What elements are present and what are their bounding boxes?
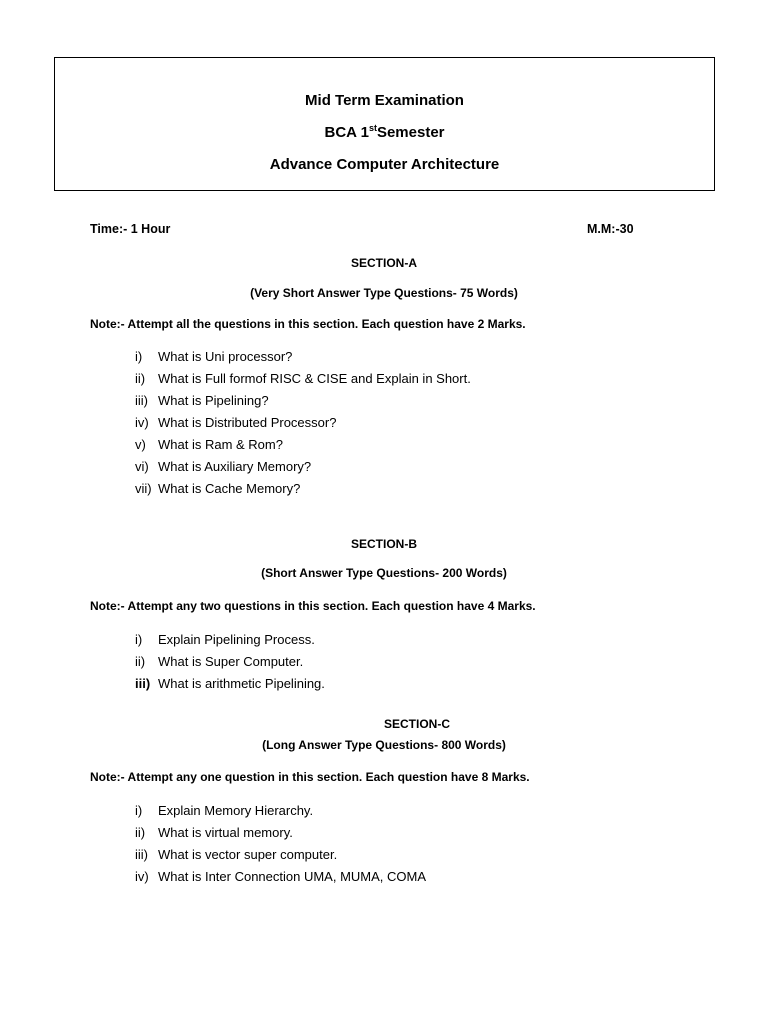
subject-title: Advance Computer Architecture xyxy=(269,156,500,173)
question-item xyxy=(135,434,471,456)
question-item xyxy=(135,651,325,673)
question-number: ii) xyxy=(135,825,146,840)
question-number: vii) xyxy=(135,481,152,496)
course-name: BCA 1 xyxy=(324,124,369,141)
question-item xyxy=(135,866,426,888)
question-text: What is Full formof RISC & CISE and Explain in Short. xyxy=(158,371,471,386)
question-text: What is Uni processor? xyxy=(158,349,293,364)
section-a-note: Note:- Attempt all the questions in this section. Each question have 2 Marks. xyxy=(90,317,526,331)
question-item xyxy=(135,456,471,478)
question-item xyxy=(135,800,426,822)
question-number: iii) xyxy=(135,676,151,691)
section-c-title: SECTION-C xyxy=(384,717,450,731)
question-item xyxy=(135,478,471,500)
section-a-title: SECTION-A xyxy=(351,256,417,270)
section-c-note: Note:- Attempt any one question in this section. Each question have 8 Marks. xyxy=(90,770,530,784)
question-item xyxy=(135,390,471,412)
question-number: vi) xyxy=(135,459,149,474)
question-number: i) xyxy=(135,632,143,647)
exam-title: Mid Term Examination xyxy=(305,92,464,109)
question-item xyxy=(135,346,471,368)
section-b-title: SECTION-B xyxy=(351,537,417,551)
question-text: What is Ram & Rom? xyxy=(158,437,283,452)
question-text: What is vector super computer. xyxy=(158,847,338,862)
question-number: iii) xyxy=(135,847,148,862)
question-text: Explain Pipelining Process. xyxy=(158,632,315,647)
title-box xyxy=(54,57,715,191)
question-item xyxy=(135,673,325,695)
section-b-questions xyxy=(135,629,325,695)
section-c-questions xyxy=(135,800,426,888)
question-number: iv) xyxy=(135,869,149,884)
max-marks-label: M.M:-30 xyxy=(587,222,634,236)
question-number: iv) xyxy=(135,415,149,430)
question-text: What is arithmetic Pipelining. xyxy=(158,676,325,691)
question-text: What is Cache Memory? xyxy=(158,481,301,496)
question-item xyxy=(135,412,471,434)
section-b-subtitle: (Short Answer Type Questions- 200 Words) xyxy=(261,566,507,580)
section-b-note: Note:- Attempt any two questions in this section. Each question have 4 Marks. xyxy=(90,599,536,613)
question-number: iii) xyxy=(135,393,148,408)
question-text: What is Auxiliary Memory? xyxy=(158,459,312,474)
semester-label: Semester xyxy=(376,124,445,141)
question-item xyxy=(135,822,426,844)
question-item xyxy=(135,844,426,866)
question-text: What is virtual memory. xyxy=(158,825,293,840)
question-text: What is Pipelining? xyxy=(158,393,269,408)
question-text: What is Super Computer. xyxy=(158,654,304,669)
question-number: v) xyxy=(135,437,146,452)
question-number: i) xyxy=(135,803,143,818)
question-number: i) xyxy=(135,349,143,364)
question-text: What is Distributed Processor? xyxy=(158,415,337,430)
time-label: Time:- 1 Hour xyxy=(90,222,171,236)
section-a-subtitle: (Very Short Answer Type Questions- 75 Words) xyxy=(250,286,518,300)
question-item xyxy=(135,629,325,651)
course-semester xyxy=(55,124,714,141)
question-text: Explain Memory Hierarchy. xyxy=(158,803,314,818)
question-text: What is Inter Connection UMA, MUMA, COMA xyxy=(158,869,427,884)
section-c-subtitle: (Long Answer Type Questions- 800 Words) xyxy=(262,738,506,752)
section-a-questions xyxy=(135,346,471,500)
question-number: ii) xyxy=(135,371,146,386)
question-number: ii) xyxy=(135,654,146,669)
question-item xyxy=(135,368,471,390)
ordinal-suffix: st xyxy=(368,123,377,133)
